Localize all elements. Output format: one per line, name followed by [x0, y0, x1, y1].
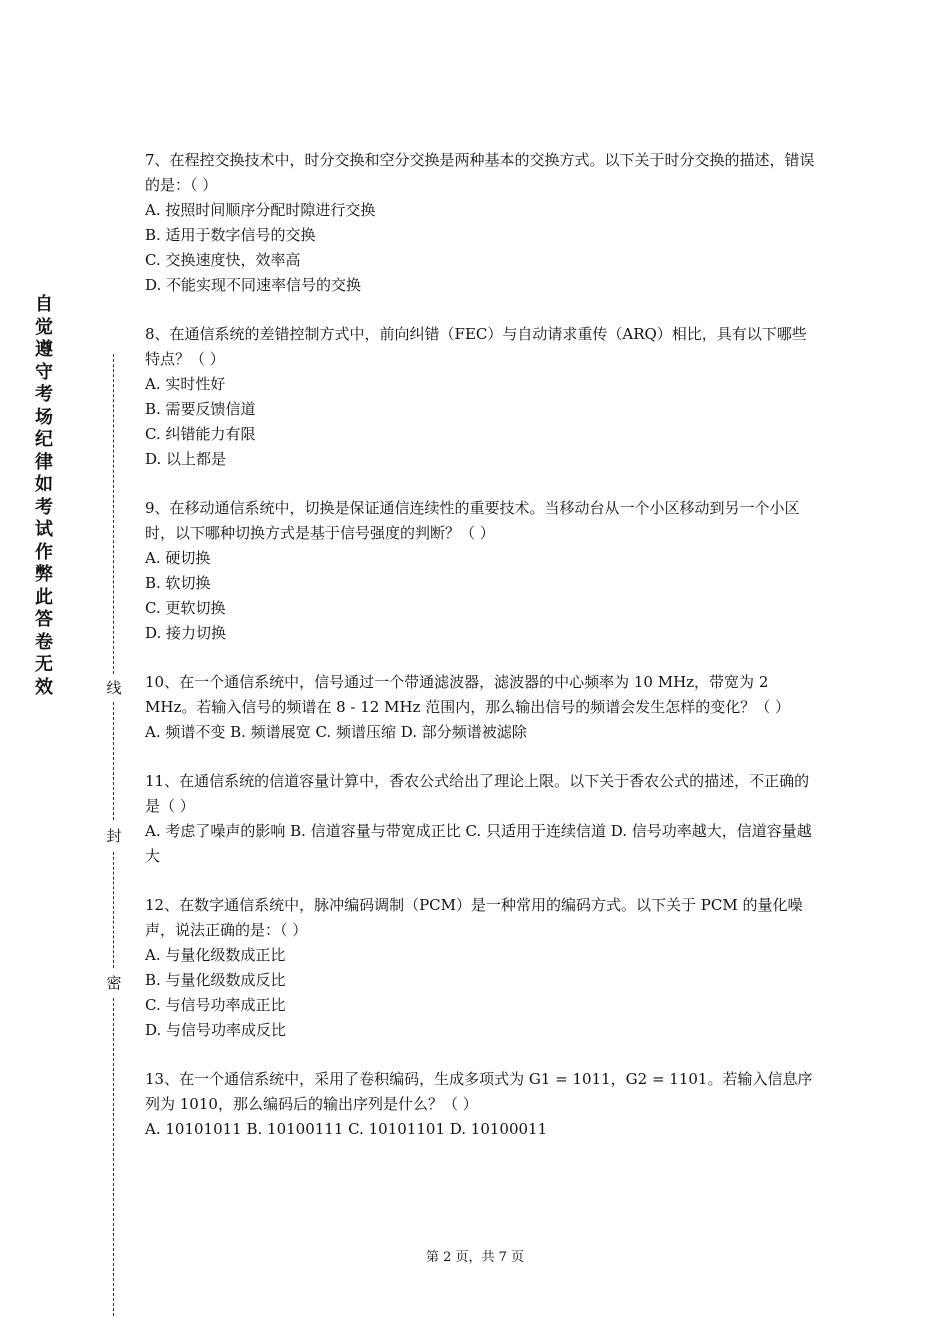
question-stem: 12、在数字通信系统中，脉冲编码调制（PCM）是一种常用的编码方式。以下关于 PCM 的量化噪声，说法正确的是：（ ） [145, 896, 803, 939]
question-13 [145, 1067, 817, 1142]
option-d: D. 接力切换 [145, 624, 227, 642]
option-d: D. 与信号功率成反比 [145, 1021, 287, 1039]
options-inline: A. 考虑了噪声的影响 B. 信道容量与带宽成正比 C. 只适用于连续信道 D. 信号功率越大，信道容量越大 [145, 822, 812, 865]
option-b: B. 软切换 [145, 574, 211, 592]
options-inline: A. 10101011 B. 10100111 C. 10101101 D. 10100011 [145, 1120, 548, 1138]
question-stem: 13、在一个通信系统中，采用了卷积编码，生成多项式为 G1 = 1011，G2 = 1101。若输入信息序列为 1010，那么编码后的输出序列是什么？（ ） [145, 1070, 813, 1113]
seal-label-seal: 封 [104, 826, 124, 846]
seal-line-segment [113, 852, 114, 968]
question-stem: 9、在移动通信系统中，切换是保证通信连续性的重要技术。当移动台从一个小区移动到另一个小区时，以下哪种切换方式是基于信号强度的判断？（ ） [145, 499, 800, 542]
question-stem: 10、在一个通信系统中，信号通过一个带通滤波器，滤波器的中心频率为 10 MHz，带宽为 2 MHz。若输入信号的频谱在 8 - 12 MHz 范围内，那么输出信号的频谱会发生怎样的变化？（ ） [145, 673, 790, 716]
option-d: D. 不能实现不同速率信号的交换 [145, 276, 362, 294]
seal-line-segment [113, 702, 114, 820]
option-b: B. 与量化级数成反比 [145, 971, 286, 989]
option-b: B. 需要反馈信道 [145, 400, 256, 418]
seal-line-segment [113, 354, 114, 674]
page-number: 第 2 页，共 7 页 [425, 1250, 525, 1265]
option-a: A. 实时性好 [145, 375, 226, 393]
question-stem: 8、在通信系统的差错控制方式中，前向纠错（FEC）与自动请求重传（ARQ）相比，具有以下哪些特点？（ ） [145, 325, 807, 368]
question-stem: 7、在程控交换技术中，时分交换和空分交换是两种基本的交换方式。以下关于时分交换的描述，错误的是：（ ） [145, 151, 815, 194]
question-9 [145, 496, 817, 646]
option-a: A. 硬切换 [145, 549, 211, 567]
option-a: A. 按照时间顺序分配时隙进行交换 [145, 201, 376, 219]
seal-line-segment [113, 998, 114, 1316]
question-12 [145, 893, 817, 1043]
question-7 [145, 148, 817, 298]
seal-label-line: 线 [104, 678, 124, 698]
option-c: C. 交换速度快，效率高 [145, 251, 301, 269]
question-10 [145, 670, 817, 745]
question-11 [145, 769, 817, 869]
option-c: C. 更软切换 [145, 599, 226, 617]
option-b: B. 适用于数字信号的交换 [145, 226, 316, 244]
question-list [145, 148, 817, 1166]
options-inline: A. 频谱不变 B. 频谱展宽 C. 频谱压缩 D. 部分频谱被滤除 [145, 723, 527, 741]
option-c: C. 与信号功率成正比 [145, 996, 286, 1014]
question-stem: 11、在通信系统的信道容量计算中，香农公式给出了理论上限。以下关于香农公式的描述，不正确的是（ ） [145, 772, 810, 815]
exam-discipline-warning: 自觉遵守考场纪律如考试作弊此答卷无效 [35, 294, 53, 698]
option-d: D. 以上都是 [145, 450, 227, 468]
option-c: C. 纠错能力有限 [145, 425, 256, 443]
question-8 [145, 322, 817, 472]
seal-label-secret: 密 [104, 973, 124, 993]
option-a: A. 与量化级数成正比 [145, 946, 286, 964]
